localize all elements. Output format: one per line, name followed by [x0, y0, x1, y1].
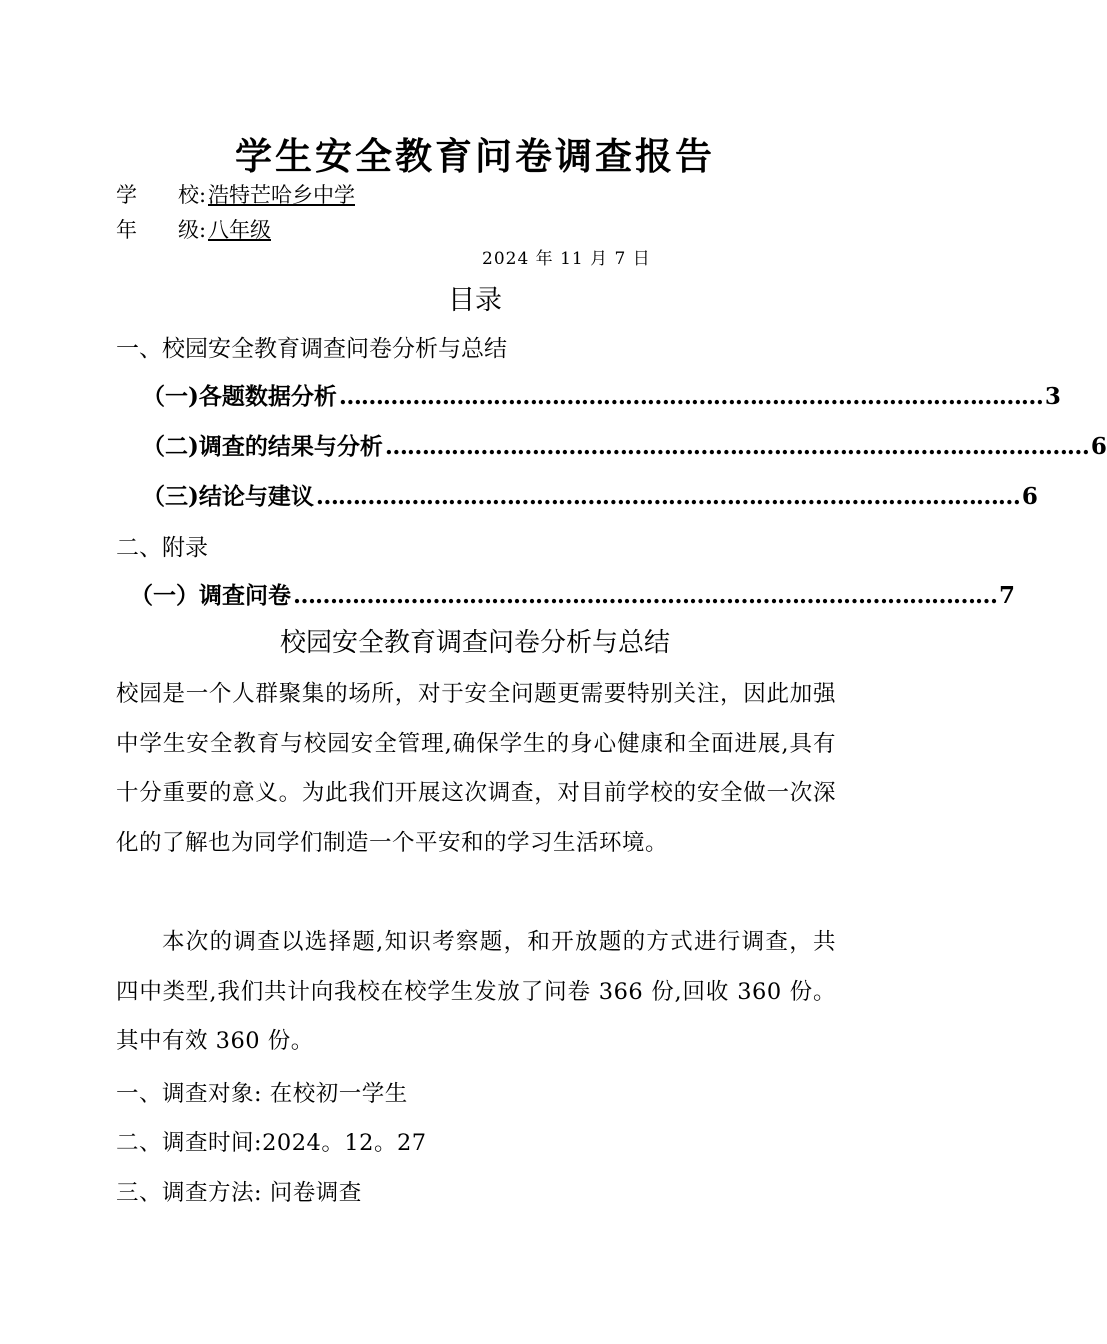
toc-section-1: 一、校园安全教育调查问卷分析与总结: [116, 336, 507, 362]
toc-leader: ……………………………………………………………………………………: [315, 483, 1020, 510]
toc-item-label: （一）调查问卷: [130, 582, 291, 609]
survey-target: 一、调查对象: 在校初一学生: [116, 1081, 408, 1107]
toc-leader: ……………………………………………………………………………………: [293, 582, 997, 609]
toc-page-number: 3: [1044, 383, 1061, 410]
toc-item-label: （三)结论与建议: [142, 483, 314, 510]
toc-page-number: 6: [1021, 483, 1038, 510]
grade-label: 年 级:: [116, 218, 207, 242]
survey-paragraph: 本次的调查以选择题,知识考察题，和开放题的方式进行调查，共四中类型,我们共计向我校在校学生发放了问卷 366 份,回收 360 份。其中有效 360 份。: [116, 929, 836, 1055]
toc-leader: ……………………………………………………………………………………: [384, 433, 1089, 460]
document-title: 学生安全教育问卷调查报告: [235, 134, 715, 178]
toc-item[interactable]: [142, 478, 1038, 511]
toc-item[interactable]: [142, 428, 1107, 461]
grade-value: 八年级: [208, 218, 271, 242]
school-value: 浩特芒哈乡中学: [208, 183, 355, 207]
intro-paragraph: 校园是一个人群聚集的场所，对于安全问题更需要特别关注，因此加强中学生安全教育与校园安全管理,确保学生的身心健康和全面进展,具有十分重要的意义。为此我们开展这次调查，对目前学校的安全做一次深化的了解也为同学们制造一个平安和的学习生活环境。: [116, 681, 836, 856]
toc-item-label: （一)各题数据分析: [142, 383, 337, 410]
report-date: 2024 年 11 月 7 日: [482, 249, 651, 269]
survey-method: 三、调查方法: 问卷调查: [116, 1180, 362, 1206]
toc-section-2: 二、附录: [116, 535, 208, 561]
section-title: 校园安全教育调查问卷分析与总结: [279, 628, 670, 658]
toc-item[interactable]: [130, 577, 1016, 610]
toc-item-label: （二)调查的结果与分析: [142, 433, 383, 460]
school-label: 学 校:: [116, 183, 207, 207]
school-row: [116, 180, 355, 210]
survey-time: 二、调查时间:2024。12。27: [116, 1130, 427, 1156]
grade-row: [116, 215, 271, 245]
toc-page-number: 7: [999, 582, 1016, 609]
toc-item[interactable]: [142, 378, 1061, 411]
toc-heading: 目录: [448, 285, 502, 316]
toc-leader: ……………………………………………………………………………………: [338, 383, 1043, 410]
toc-page-number: 6: [1090, 433, 1107, 460]
